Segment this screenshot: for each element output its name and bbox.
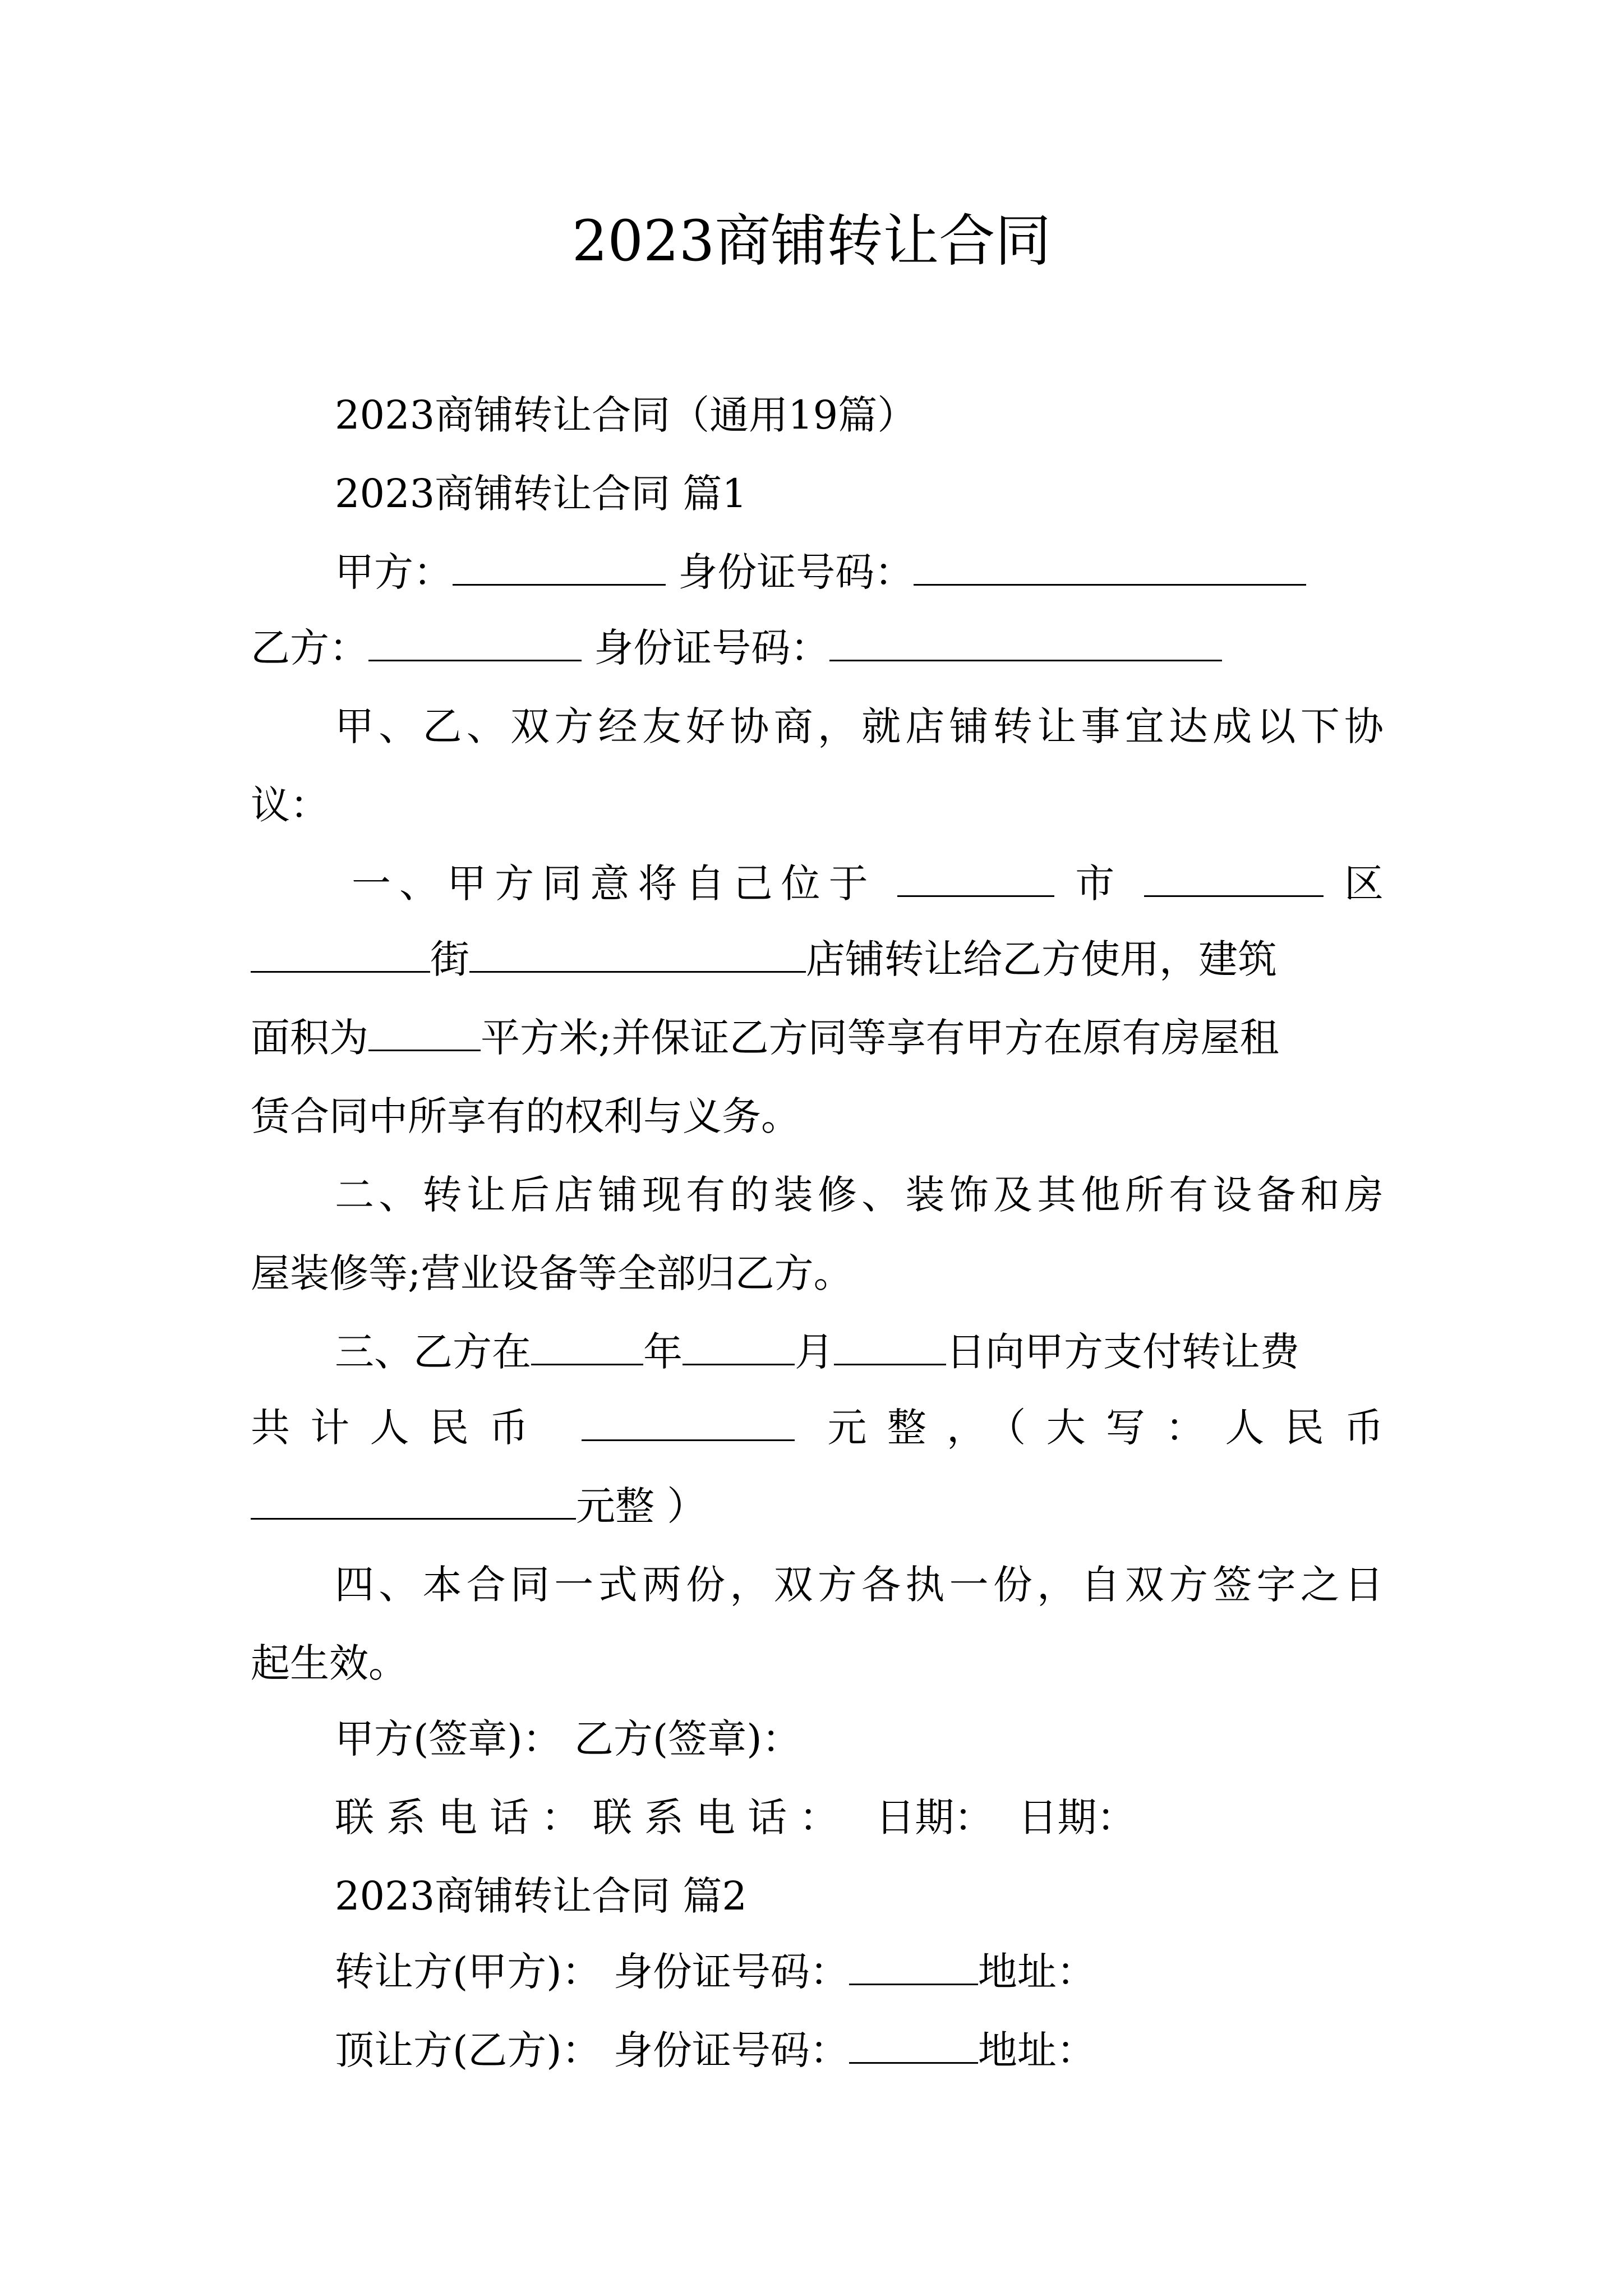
intro-paragraph-line-2: 议： [251,782,329,828]
clause1-city: 市 [1075,861,1123,907]
party-b-name-blank [368,626,582,661]
clause3-text-c: 元整 ） [576,1483,707,1529]
party-b-phone-label: 联系电话： [593,1795,851,1841]
clause1-line-2 [251,931,1384,987]
party-a-line [335,544,1384,600]
year-blank [531,1330,643,1365]
clause1-text-c2: 平方米;并保证乙方同等享有甲方在原有房屋租 [481,1015,1279,1061]
transferee-address-label: 地址： [978,2027,1096,2073]
intro-paragraph-line-1: 甲、乙、双方经友好协商，就店铺转让事宜达成以下协 [335,703,1384,749]
party-a-id-blank [914,550,1306,586]
clause3-month: 月 [795,1329,834,1375]
transferor-label: 转让方(甲方)： [335,1949,601,1995]
clause1-line-1 [352,855,1384,912]
party-a-id-label: 身份证号码： [678,549,914,595]
transferor-id-blank [849,1950,978,1985]
amount-blank [582,1406,795,1441]
transferee-id-label: 身份证号码： [613,2027,849,2073]
party-a-label: 甲方： [335,549,453,595]
transferor-line [335,1944,1384,2000]
district-blank [1144,862,1324,897]
clause4-line-2: 起生效。 [251,1640,408,1686]
city-blank [897,862,1054,897]
clause3-line-2 [251,1400,1384,1456]
transferee-label: 顶让方(乙方)： [335,2027,601,2073]
clause1-line-3 [251,1010,1384,1066]
transferee-line [335,2022,1384,2078]
day-blank [834,1330,946,1365]
clause3-text-b1: 共计人民币 [251,1405,549,1451]
party-a-phone-label: 联系电话： [335,1795,593,1841]
party-b-label: 乙方： [251,625,368,671]
clause1-text-c1: 面积为 [251,1015,368,1061]
transferor-id-label: 身份证号码： [613,1949,849,1995]
clause3-text-a2: 日向甲方支付转让费 [946,1329,1299,1375]
clause2-line-2: 屋装修等;营业设备等全部归乙方。 [251,1250,853,1296]
document-title: 2023商铺转让合同 [571,208,1052,274]
transferor-address-label: 地址： [978,1949,1096,1995]
part2-heading: 2023商铺转让合同 篇2 [335,1873,747,1919]
amount-uppercase-blank [251,1484,576,1520]
clause1-line-4: 赁合同中所享有的权利与义务。 [251,1093,800,1139]
document-subtitle: 2023商铺转让合同（通用19篇） [335,392,917,438]
clause1-text-a: 一、甲方同意将自己位于 [352,861,877,907]
party-b-id-blank [829,626,1222,661]
clause1-district: 区 [1344,861,1384,907]
clause3-line-3 [251,1478,1384,1534]
party-a-name-blank [453,550,666,586]
clause3-text-b2: 元整，（大写：人民币 [827,1405,1384,1451]
clause3-line-1 [335,1324,1384,1380]
party-b-signature-label: 乙方(签章)： [574,1716,801,1762]
clause2-line-1: 二、转让后店铺现有的装修、装饰及其他所有设备和房 [335,1172,1384,1218]
phone-date-line [335,1789,1384,1846]
clause1-text-b: 店铺转让给乙方使用，建筑 [806,936,1277,982]
month-blank [683,1330,795,1365]
part1-heading: 2023商铺转让合同 篇1 [335,471,747,517]
area-blank [368,1016,481,1051]
party-a-date-label: 日期： [875,1795,994,1841]
street-prefix-blank [251,937,430,973]
party-b-date-label: 日期： [1018,1795,1136,1841]
party-b-line [251,620,1384,676]
signature-line [335,1711,1384,1767]
clause1-street: 街 [430,936,469,982]
party-b-id-label: 身份证号码： [594,625,830,671]
clause4-line-1: 四、本合同一式两份，双方各执一份，自双方签字之日 [335,1562,1384,1608]
transferee-id-blank [849,2028,978,2064]
clause3-year: 年 [643,1329,683,1375]
street-blank [469,937,806,973]
party-a-signature-label: 甲方(签章)： [335,1716,562,1762]
clause3-text-a1: 三、乙方在 [335,1329,531,1375]
